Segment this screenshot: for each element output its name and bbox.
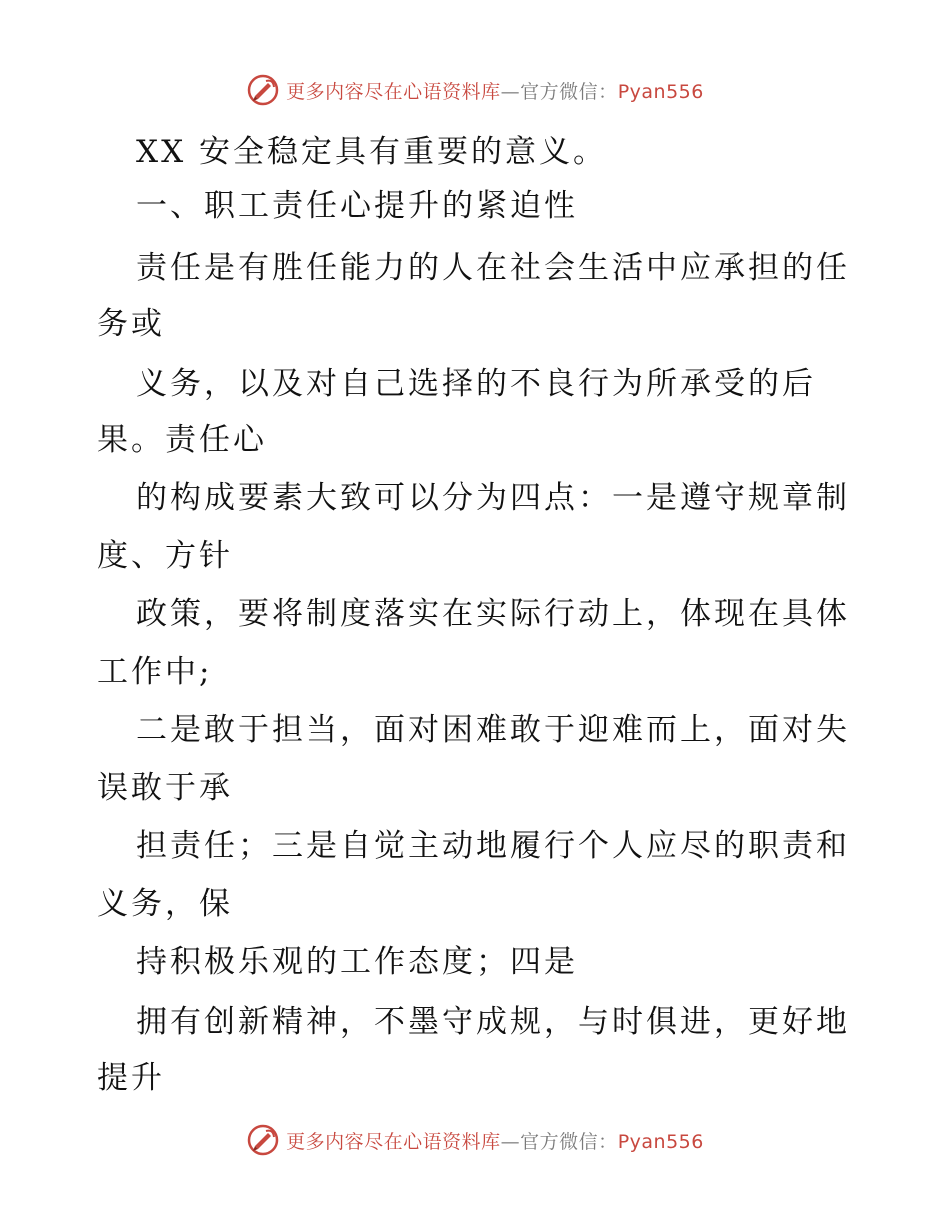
- text-line: 果。责任心: [97, 422, 267, 458]
- text-line: 的构成要素大致可以分为四点：一是遵守规章制: [136, 480, 850, 516]
- text-line: 二是敢于担当，面对困难敢于迎难而上，面对失: [136, 712, 850, 748]
- footer-banner: [0, 1120, 950, 1160]
- text-line: 度、方针: [97, 538, 233, 574]
- text-line: 义务，保: [97, 886, 233, 922]
- footer-banner-text: [286, 1127, 704, 1154]
- text-line: 政策，要将制度落实在实际行动上，体现在具体: [136, 596, 850, 632]
- header-banner-text: [286, 77, 704, 104]
- banner-label: 官方微信：: [520, 1130, 618, 1153]
- pen-logo-icon: [246, 1123, 280, 1157]
- text-line: 持积极乐观的工作态度；四是: [136, 944, 578, 980]
- text-line: 务或: [97, 306, 165, 342]
- text-line: XX 安全稳定具有重要的意义。: [136, 134, 607, 170]
- pen-logo-icon: [246, 73, 280, 107]
- banner-wechat-id: Pyan556: [617, 1130, 704, 1153]
- footer-banner-content: [246, 1123, 704, 1157]
- header-banner: [0, 70, 950, 110]
- text-line: 义务，以及对自己选择的不良行为所承受的后: [136, 366, 816, 402]
- banner-dash: —: [500, 80, 521, 103]
- text-line: 提升: [97, 1060, 165, 1096]
- text-line: 一、职工责任心提升的紧迫性: [136, 188, 578, 224]
- banner-wechat-id: Pyan556: [617, 80, 704, 103]
- text-line: 担责任；三是自觉主动地履行个人应尽的职责和: [136, 828, 850, 864]
- banner-main-text: 更多内容尽在心语资料库: [286, 80, 501, 103]
- text-line: 工作中;: [97, 654, 213, 690]
- banner-main-text: 更多内容尽在心语资料库: [286, 1130, 501, 1153]
- text-line: 责任是有胜任能力的人在社会生活中应承担的任: [136, 250, 850, 286]
- banner-dash: —: [500, 1130, 521, 1153]
- banner-label: 官方微信：: [520, 80, 618, 103]
- text-line: 误敢于承: [97, 770, 233, 806]
- header-banner-content: [246, 73, 704, 107]
- text-line: 拥有创新精神，不墨守成规，与时俱进，更好地: [136, 1004, 850, 1040]
